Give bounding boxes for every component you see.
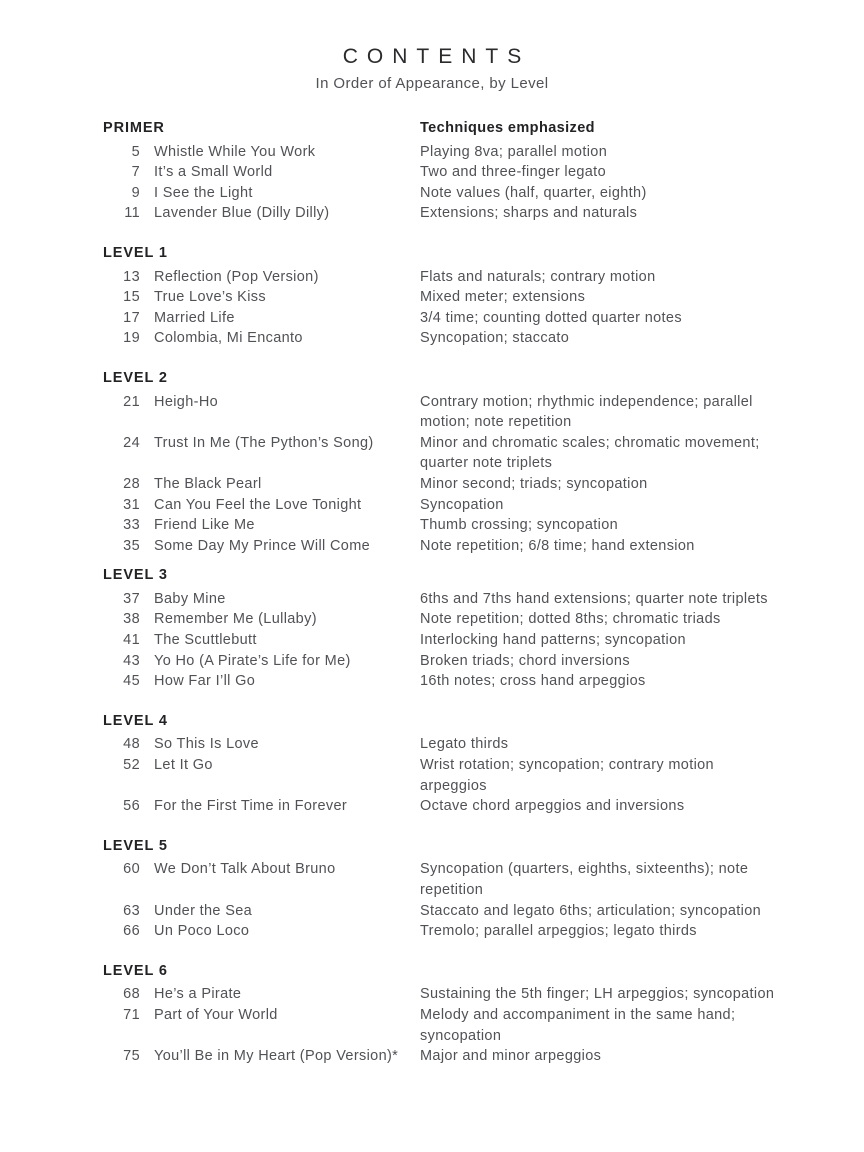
section-header-row bbox=[103, 565, 774, 586]
page-number: 37 bbox=[123, 590, 140, 607]
toc-section-level-1 bbox=[103, 243, 774, 349]
page-number: 15 bbox=[123, 289, 140, 306]
toc-row bbox=[103, 515, 774, 536]
section-label: PRIMER bbox=[103, 120, 165, 136]
song-title: So This Is Love bbox=[154, 736, 259, 753]
technique-line: Note repetition; dotted 8ths; chromatic triads bbox=[420, 611, 721, 628]
toc-row bbox=[103, 984, 774, 1005]
page-title: CONTENTS bbox=[342, 45, 531, 68]
toc-row bbox=[103, 536, 774, 557]
technique-line: 16th notes; cross hand arpeggios bbox=[420, 673, 646, 690]
technique-line: Thumb crossing; syncopation bbox=[420, 517, 619, 534]
technique-line: Note repetition; 6/8 time; hand extension bbox=[420, 537, 695, 554]
technique-line: Two and three-finger legato bbox=[420, 164, 606, 181]
technique-line: Syncopation bbox=[420, 496, 504, 513]
contents-list bbox=[0, 118, 864, 1067]
page-number: 28 bbox=[123, 475, 140, 492]
toc-row bbox=[103, 495, 774, 516]
song-title: Baby Mine bbox=[154, 590, 226, 607]
song-title: For the First Time in Forever bbox=[154, 798, 348, 815]
technique-line: Octave chord arpeggios and inversions bbox=[420, 798, 685, 815]
section-label: LEVEL 1 bbox=[103, 244, 168, 261]
song-title: Part of Your World bbox=[154, 1006, 278, 1023]
section-label: LEVEL 6 bbox=[103, 962, 168, 979]
technique-description bbox=[420, 1005, 774, 1046]
toc-row bbox=[103, 474, 774, 495]
page-number: 66 bbox=[123, 923, 140, 940]
technique-description bbox=[420, 859, 774, 900]
technique-description bbox=[420, 183, 774, 204]
song-title: True Love’s Kiss bbox=[154, 289, 266, 306]
song-title: I See the Light bbox=[154, 184, 253, 201]
song-title: Un Poco Loco bbox=[154, 923, 250, 940]
song-title: Colombia, Mi Encanto bbox=[154, 330, 303, 347]
technique-line: Playing 8va; parallel motion bbox=[420, 143, 608, 160]
technique-description bbox=[420, 921, 774, 942]
toc-row bbox=[103, 392, 774, 433]
section-label: LEVEL 5 bbox=[103, 837, 168, 854]
technique-line: Major and minor arpeggios bbox=[420, 1048, 602, 1065]
page-number: 43 bbox=[123, 652, 140, 669]
toc-section-primer bbox=[103, 118, 774, 224]
song-title: Remember Me (Lullaby) bbox=[154, 611, 317, 628]
toc-section-level-6 bbox=[103, 961, 774, 1067]
page-number: 71 bbox=[123, 1006, 140, 1023]
page-number: 17 bbox=[123, 309, 140, 326]
technique-line: Sustaining the 5th finger; LH arpeggios; syncopation bbox=[420, 986, 775, 1003]
toc-row bbox=[103, 589, 774, 610]
song-title: The Scuttlebutt bbox=[154, 632, 257, 649]
toc-section-level-4 bbox=[103, 711, 774, 817]
toc-row bbox=[103, 859, 774, 900]
song-title: Married Life bbox=[154, 309, 235, 326]
technique-description bbox=[420, 328, 774, 349]
toc-row bbox=[103, 1046, 774, 1067]
song-title: Heigh-Ho bbox=[154, 393, 219, 410]
page-number: 5 bbox=[131, 143, 140, 160]
song-title: You’ll Be in My Heart (Pop Version)* bbox=[154, 1048, 399, 1065]
toc-row bbox=[103, 328, 774, 349]
technique-line: Contrary motion; rhythmic independence; parallel bbox=[420, 393, 753, 410]
page-number: 41 bbox=[123, 632, 140, 649]
technique-description bbox=[420, 515, 774, 536]
toc-row bbox=[103, 162, 774, 183]
technique-line: Minor and chromatic scales; chromatic movement; bbox=[420, 434, 760, 451]
technique-description bbox=[420, 536, 774, 557]
page-number: 13 bbox=[123, 268, 140, 285]
technique-description bbox=[420, 796, 774, 817]
song-title: Let It Go bbox=[154, 757, 213, 774]
page-number: 33 bbox=[123, 517, 140, 534]
technique-description bbox=[420, 651, 774, 672]
toc-row bbox=[103, 651, 774, 672]
technique-description bbox=[420, 1046, 774, 1067]
song-title: How Far I’ll Go bbox=[154, 673, 256, 690]
song-title: Yo Ho (A Pirate’s Life for Me) bbox=[154, 652, 351, 669]
section-header-row bbox=[103, 368, 774, 389]
technique-line: arpeggios bbox=[420, 777, 487, 794]
page-header bbox=[0, 44, 864, 92]
song-title: Under the Sea bbox=[154, 902, 253, 919]
page-number: 56 bbox=[123, 798, 140, 815]
technique-description bbox=[420, 162, 774, 183]
technique-description bbox=[420, 734, 774, 755]
page-number: 45 bbox=[123, 673, 140, 690]
page-number: 19 bbox=[123, 330, 140, 347]
techniques-column-header: Techniques emphasized bbox=[420, 120, 595, 136]
technique-description bbox=[420, 630, 774, 651]
song-title: Friend Like Me bbox=[154, 517, 255, 534]
technique-line: repetition bbox=[420, 882, 484, 898]
section-label: LEVEL 4 bbox=[103, 712, 168, 729]
page-number: 52 bbox=[123, 757, 140, 774]
page-subtitle: In Order of Appearance, by Level bbox=[315, 75, 549, 92]
technique-line: Flats and naturals; contrary motion bbox=[420, 268, 656, 285]
section-label: LEVEL 3 bbox=[103, 567, 168, 584]
technique-description bbox=[420, 671, 774, 692]
technique-line: Melody and accompaniment in the same hand; bbox=[420, 1006, 736, 1023]
page-number: 35 bbox=[123, 537, 140, 554]
page-number: 48 bbox=[123, 736, 140, 753]
technique-line: Syncopation (quarters, eighths, sixteenths); note bbox=[420, 861, 749, 878]
toc-section-level-2 bbox=[103, 368, 774, 556]
technique-line: Minor second; triads; syncopation bbox=[420, 475, 648, 492]
technique-line: Extensions; sharps and naturals bbox=[420, 205, 638, 222]
toc-row bbox=[103, 267, 774, 288]
page-number: 68 bbox=[123, 986, 140, 1003]
toc-row bbox=[103, 671, 774, 692]
song-title: Lavender Blue (Dilly Dilly) bbox=[154, 205, 330, 222]
page-number: 11 bbox=[124, 205, 140, 222]
technique-line: Legato thirds bbox=[420, 736, 509, 753]
technique-line: Tremolo; parallel arpeggios; legato thirds bbox=[420, 923, 697, 940]
song-title: Some Day My Prince Will Come bbox=[154, 537, 371, 554]
toc-row bbox=[103, 609, 774, 630]
page-number: 9 bbox=[131, 184, 140, 201]
technique-description bbox=[420, 901, 774, 922]
toc-row bbox=[103, 734, 774, 755]
page-number: 31 bbox=[123, 496, 140, 513]
page-number: 75 bbox=[123, 1048, 140, 1065]
toc-row bbox=[103, 142, 774, 163]
technique-line: syncopation bbox=[420, 1027, 502, 1044]
section-header-row bbox=[103, 836, 774, 857]
technique-line: Mixed meter; extensions bbox=[420, 289, 586, 306]
page-number: 7 bbox=[131, 164, 140, 181]
technique-description bbox=[420, 433, 774, 474]
toc-row bbox=[103, 287, 774, 308]
page-number: 38 bbox=[123, 611, 140, 628]
song-title: He’s a Pirate bbox=[154, 986, 242, 1003]
toc-row bbox=[103, 630, 774, 651]
technique-description bbox=[420, 308, 774, 329]
technique-description bbox=[420, 495, 774, 516]
section-header-row bbox=[103, 961, 774, 982]
page-number: 24 bbox=[123, 434, 140, 451]
section-header-row bbox=[103, 243, 774, 264]
technique-description bbox=[420, 984, 774, 1005]
toc-row bbox=[103, 901, 774, 922]
technique-description bbox=[420, 287, 774, 308]
song-title: It’s a Small World bbox=[154, 164, 273, 181]
technique-line: Note values (half, quarter, eighth) bbox=[420, 184, 647, 201]
song-title: Trust In Me (The Python’s Song) bbox=[154, 434, 374, 451]
toc-row bbox=[103, 308, 774, 329]
toc-row bbox=[103, 921, 774, 942]
song-title: Whistle While You Work bbox=[154, 143, 316, 160]
technique-line: Broken triads; chord inversions bbox=[420, 652, 630, 669]
song-title: Can You Feel the Love Tonight bbox=[154, 496, 362, 513]
song-title: The Black Pearl bbox=[154, 475, 262, 492]
technique-line: Staccato and legato 6ths; articulation; syncopation bbox=[420, 902, 762, 919]
technique-line: Syncopation; staccato bbox=[420, 330, 570, 347]
section-header-row bbox=[103, 118, 774, 139]
toc-row bbox=[103, 796, 774, 817]
technique-description bbox=[420, 142, 774, 163]
song-title: Reflection (Pop Version) bbox=[154, 268, 319, 285]
toc-section-level-3 bbox=[103, 565, 774, 692]
technique-line: Wrist rotation; syncopation; contrary motion bbox=[420, 757, 714, 774]
technique-line: 3/4 time; counting dotted quarter notes bbox=[420, 309, 682, 326]
song-title: We Don’t Talk About Bruno bbox=[154, 861, 336, 878]
technique-description bbox=[420, 474, 774, 495]
technique-description bbox=[420, 267, 774, 288]
page-number: 63 bbox=[123, 902, 140, 919]
technique-description bbox=[420, 609, 774, 630]
page-number: 60 bbox=[123, 861, 140, 878]
technique-line: motion; note repetition bbox=[420, 414, 572, 431]
section-header-row bbox=[103, 711, 774, 732]
technique-description bbox=[420, 589, 774, 610]
toc-row bbox=[103, 433, 774, 474]
toc-section-level-5 bbox=[103, 836, 774, 942]
technique-description bbox=[420, 755, 774, 796]
toc-row bbox=[103, 203, 774, 224]
technique-description bbox=[420, 392, 774, 433]
section-label: LEVEL 2 bbox=[103, 369, 168, 386]
page-number: 21 bbox=[123, 393, 140, 410]
technique-description bbox=[420, 203, 774, 224]
toc-row bbox=[103, 1005, 774, 1046]
technique-line: Interlocking hand patterns; syncopation bbox=[420, 632, 686, 649]
toc-row bbox=[103, 183, 774, 204]
technique-line: quarter note triplets bbox=[420, 455, 553, 472]
technique-line: 6ths and 7ths hand extensions; quarter note triplets bbox=[420, 590, 768, 607]
toc-row bbox=[103, 755, 774, 796]
